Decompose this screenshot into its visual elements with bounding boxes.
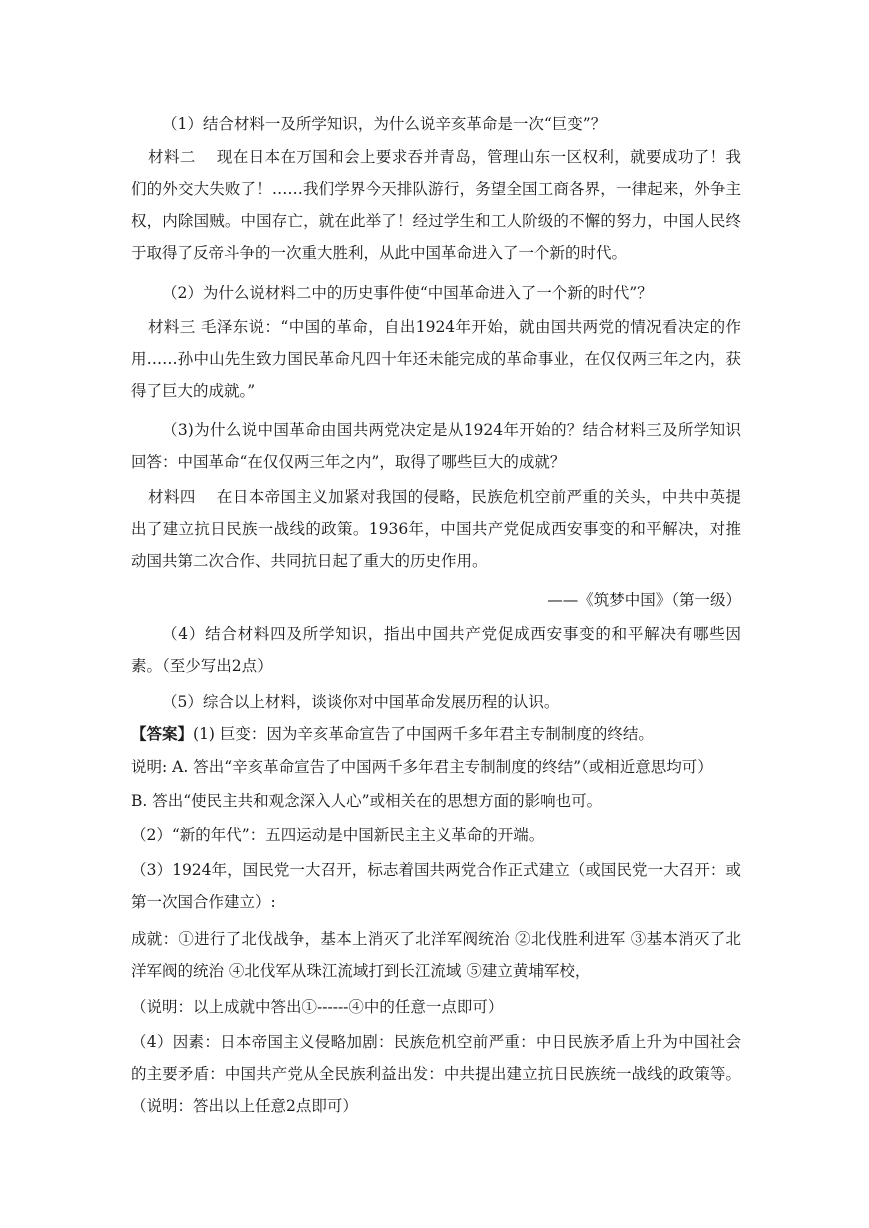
question-3: （3)为什么说中国革命由国共两党决定是从1924年开始的？结合材料三及所学知识回答：中国革命“在仅仅两三年之内”，取得了哪些巨大的成就？ bbox=[131, 421, 741, 471]
answer-1-text: (1) 巨变：因为辛亥革命宣告了中国两千多年君主专制制度的终结。 bbox=[193, 725, 654, 743]
answer-2: （2）“新的年代”：五四运动是中国新民主主义革命的开端。 bbox=[131, 826, 545, 844]
material-3: 材料三 毛泽东说：“中国的革命，自出1924年开始，就由国共两党的情况看决定的作用……孙中山先生致力国民革命凡四十年还未能完成的革命事业，在仅仅两三年之内，获得了巨大的成就。” bbox=[131, 318, 741, 400]
material-4-source: ——《筑梦中国》（第一级） bbox=[547, 591, 741, 609]
answer-1-note-a: 说明: A. 答出“辛亥革命宣告了中国两千多年君主专制制度的终结”（或相近意思均可） bbox=[131, 758, 713, 776]
question-5: （5）综合以上材料，谈谈你对中国革命发展历程的认识。 bbox=[162, 693, 560, 711]
question-4: （4）结合材料四及所学知识，指出中国共产党促成西安事变的和平解决有哪些因素。（至少写出2点） bbox=[131, 625, 741, 675]
material-4: 材料四 在日本帝国主义加紧对我国的侵略，民族危机空前严重的关头，中共中英提出了建立抗日民族一战线的政策。1936年，中国共产党促成西安事变的和平解决，对推动国共第二次合作、共同抗日起了重大的历史作用。 bbox=[131, 488, 741, 570]
material-2: 材料二 现在日本在万国和会上要求吞并青岛，管理山东一区权利，就要成功了！我们的外交大失败了！……我们学界今天排队游行，务望全国工商各界，一律起来，外争主权，内除国贼。中国存亡，就在此举了！经过学生和工人阶级的不懈的努力，中国人民终于取得了反帝斗争的一次重大胜利，从此中国革命进入了一个新的时代。 bbox=[131, 148, 741, 262]
answer-label: 【答案】 bbox=[131, 724, 194, 743]
question-2: （2）为什么说材料二中的历史事件使“中国革命进入了一个新的时代”？ bbox=[162, 284, 653, 302]
answer-3-achievements: 成就：①进行了北伐战争，基本上消灭了北洋军阀统治 ②北伐胜利进军 ③基本消灭了北洋军阀的统治 ④北伐军从珠江流域打到长江流域 ⑤建立黄埔军校， bbox=[131, 930, 741, 980]
answer-1-note-b: B. 答出“使民主共和观念深入人心”或相关在的思想方面的影响也可。 bbox=[131, 792, 603, 810]
answer-1 bbox=[131, 718, 741, 750]
answer-3-note: （说明：以上成就中答出①------④中的任意一点即可） bbox=[131, 998, 504, 1016]
answer-3: （3）1924年，国民党一大召开，标志着国共两党合作正式建立（或国民党一大召开：或第一次国合作建立）: bbox=[131, 861, 741, 911]
question-1: （1）结合材料一及所学知识，为什么说辛亥革命是一次“巨变”？ bbox=[162, 115, 607, 133]
answer-4: （4）因素：日本帝国主义侵略加剧：民族危机空前严重：中日民族矛盾上升为中国社会的主要矛盾：中国共产党从全民族利益出发：中共提出建立抗日民族统一战线的政策等。（说明：答出以上任意2点即可） bbox=[131, 1033, 741, 1115]
